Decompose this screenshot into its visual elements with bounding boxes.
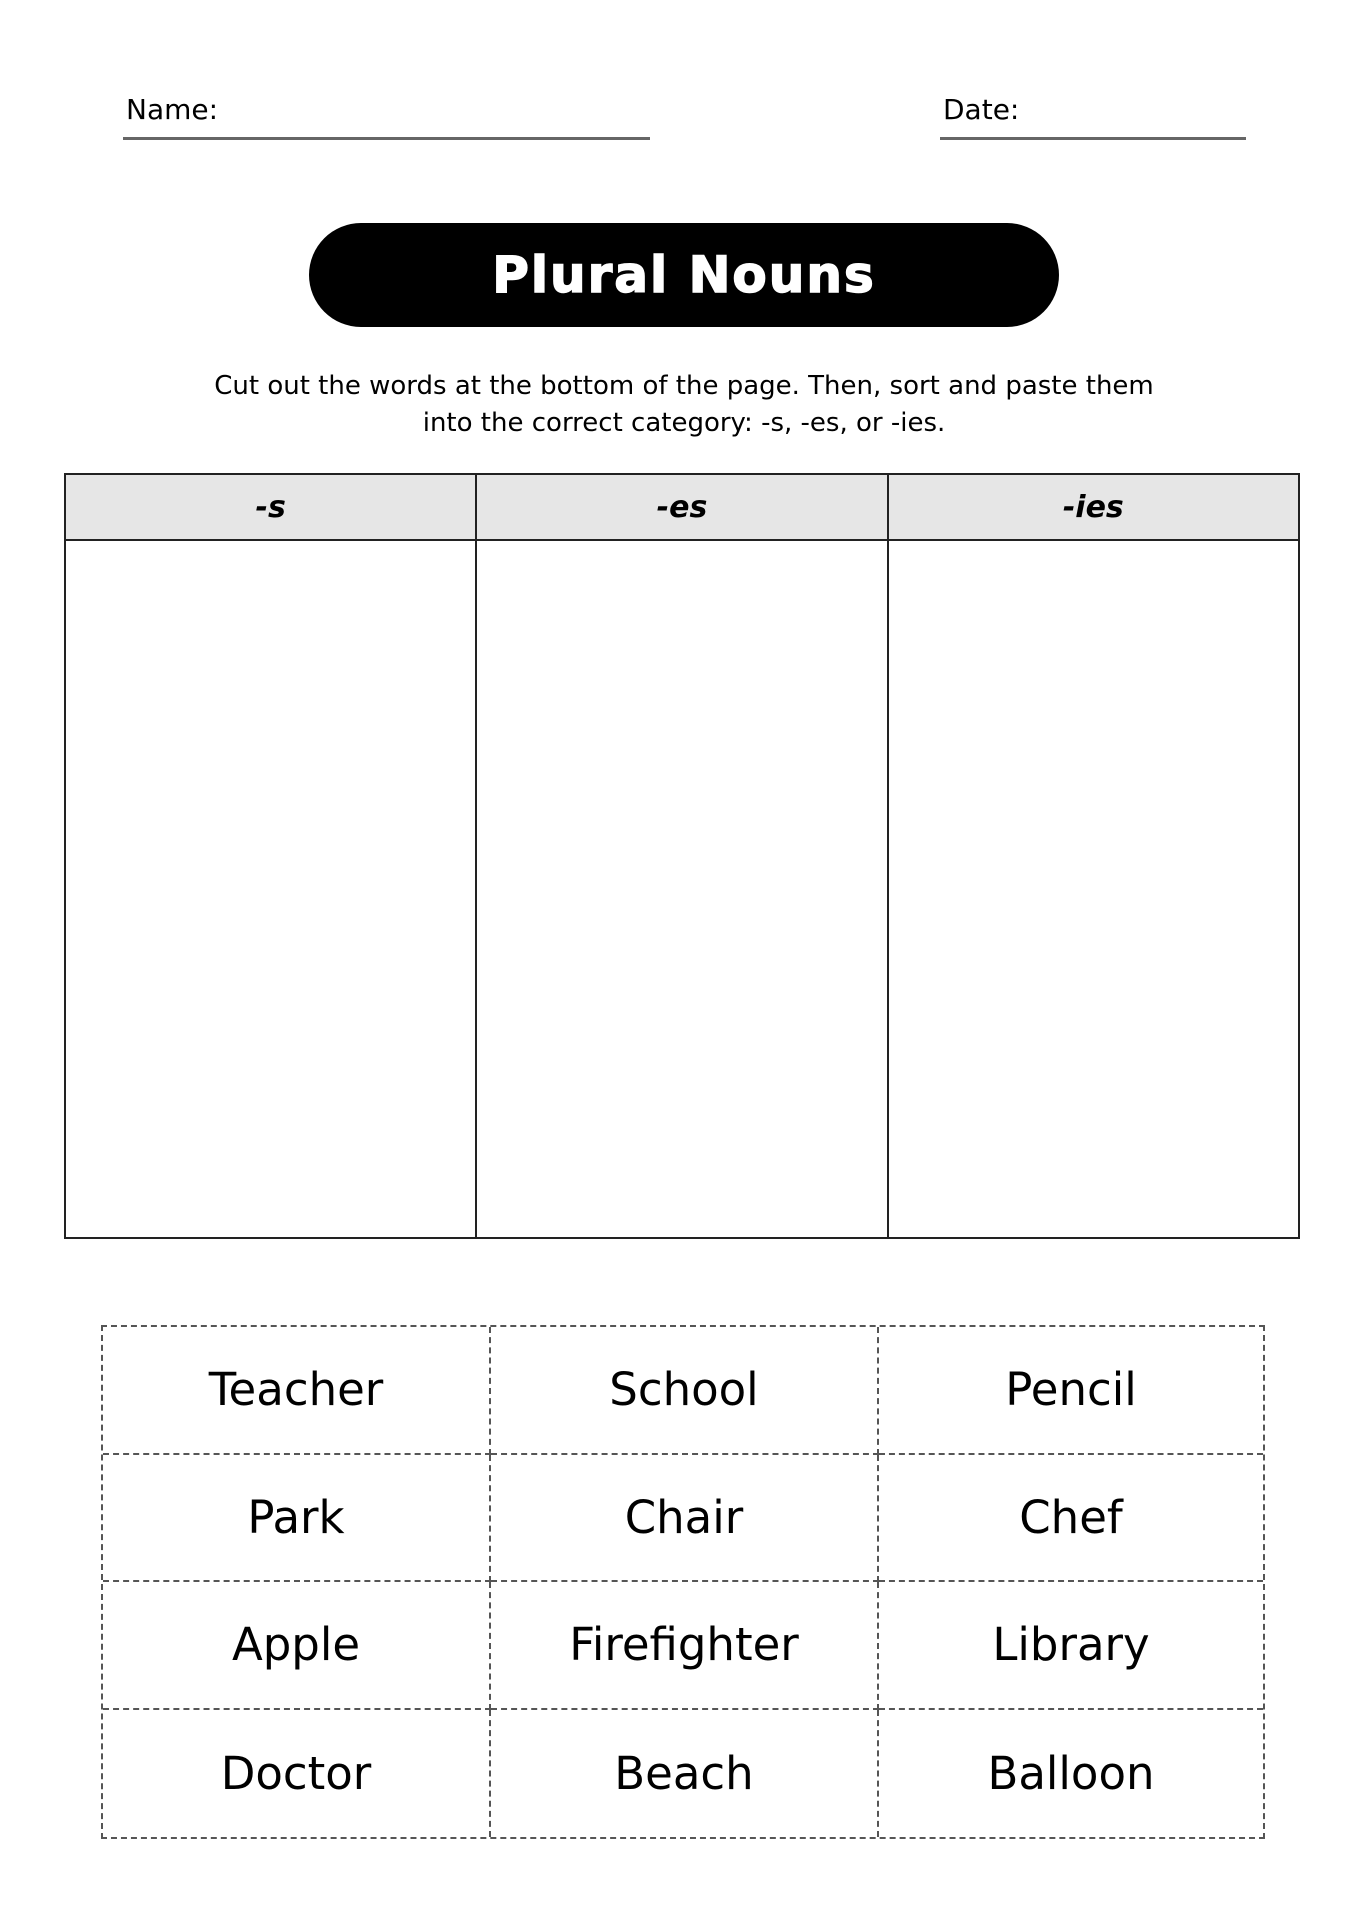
word-card[interactable]: Apple [103, 1582, 491, 1710]
paste-area-s[interactable] [66, 541, 475, 1237]
sort-column-es [477, 475, 888, 1237]
word-card[interactable]: Pencil [879, 1327, 1263, 1455]
title-banner [309, 223, 1059, 327]
category-header-es: -es [477, 475, 886, 541]
page-title: Plural Nouns [492, 246, 876, 304]
date-label: Date: [943, 93, 1020, 126]
word-card[interactable]: Doctor [103, 1710, 491, 1838]
name-line [123, 137, 650, 140]
word-card[interactable]: Chair [491, 1455, 879, 1583]
name-field[interactable] [123, 92, 650, 142]
word-card[interactable]: Firefighter [491, 1582, 879, 1710]
paste-area-es[interactable] [477, 541, 886, 1237]
paste-area-ies[interactable] [889, 541, 1298, 1237]
instructions [150, 368, 1218, 442]
category-header-s: -s [66, 475, 475, 541]
sort-column-s [66, 475, 477, 1237]
word-card[interactable]: Park [103, 1455, 491, 1583]
date-line [940, 137, 1246, 140]
word-card[interactable]: Chef [879, 1455, 1263, 1583]
sort-column-ies [889, 475, 1298, 1237]
word-card[interactable]: School [491, 1327, 879, 1455]
date-field[interactable] [940, 92, 1246, 142]
instructions-line-1: Cut out the words at the bottom of the page. Then, sort and paste them [214, 371, 1154, 401]
name-label: Name: [126, 93, 219, 126]
word-card[interactable]: Balloon [987, 1746, 1155, 1800]
sort-table [64, 473, 1300, 1239]
word-card[interactable]: Teacher [103, 1327, 491, 1455]
word-cutout-grid [101, 1325, 1265, 1839]
instructions-line-2: into the correct category: -s, -es, or -ies. [422, 408, 946, 438]
category-header-ies: -ies [889, 475, 1298, 541]
word-card[interactable]: Beach [491, 1710, 879, 1838]
word-card[interactable]: Library [879, 1582, 1263, 1710]
